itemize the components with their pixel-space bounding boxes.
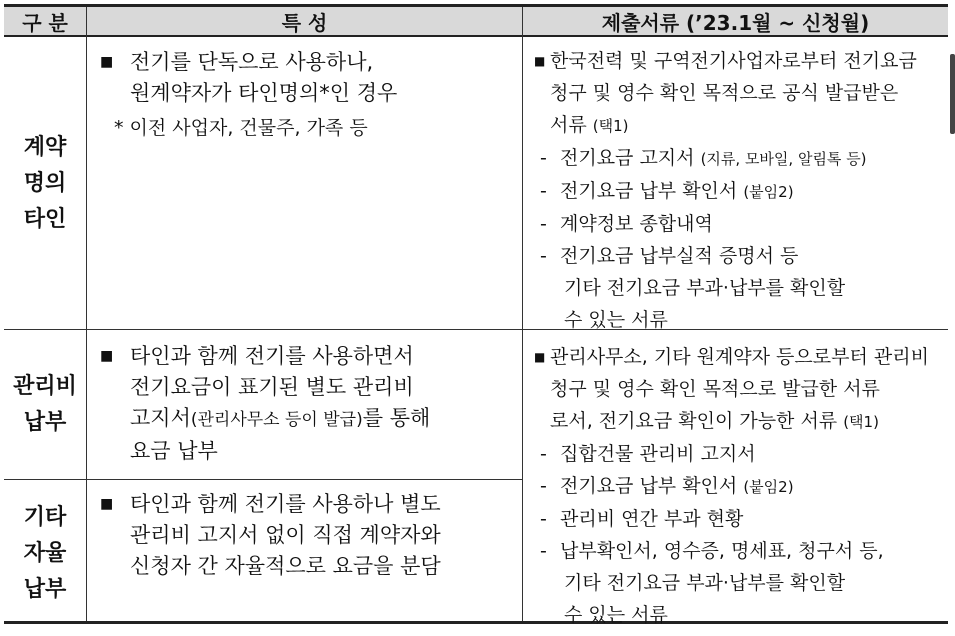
document-item-note: (지류, 모바일, 알림톡 등) <box>700 150 867 168</box>
docs-tail-line: 기타 전기요금 부과·납부를 확인할 <box>564 277 846 299</box>
docs-lead-small: (택1) <box>592 117 629 135</box>
docs-lead-line: 관리사무소, 기타 원계약자 등으로부터 관리비 <box>550 346 929 368</box>
document-item-note: (붙임2) <box>743 183 794 201</box>
bullet-marker: ■ <box>100 348 114 364</box>
column-divider <box>522 7 523 621</box>
document-item-note: (붙임2) <box>743 478 794 496</box>
docs-lead-small: (택1) <box>843 413 879 431</box>
document-item-text: 집합건물 관리비 고지서 <box>560 443 756 465</box>
feature-line: 요금 납부 <box>130 439 218 463</box>
feature-line: 전기요금이 표기된 별도 관리비 <box>130 375 414 399</box>
column-divider <box>86 7 87 621</box>
documents-contract-other-name <box>534 45 946 336</box>
bullet-marker: ■ <box>534 350 546 364</box>
docs-tail-line: 수 있는 서류 <box>564 309 668 331</box>
bullet-marker: ■ <box>534 54 546 68</box>
document-item-text: 관리비 연간 부과 현황 <box>560 508 744 530</box>
docs-lead-line: 청구 및 영수 확인 목적으로 공식 발급받은 <box>550 82 899 104</box>
document-item: - 전기요금 납부 확인서 (붙임2) <box>540 475 794 497</box>
document-item: - 집합건물 관리비 고지서 <box>534 438 946 470</box>
docs-tail-line: 수 있는 서류 <box>564 604 668 626</box>
document-item-text: 전기요금 납부 확인서 <box>560 180 738 202</box>
feature-line: 타인과 함께 전기를 사용하면서 <box>130 344 414 368</box>
bullet-marker: ■ <box>100 54 114 70</box>
document-item-text: 납부확인서, 영수증, 명세표, 청구서 등, <box>560 540 884 562</box>
document-item: - 계약정보 종합내역 <box>534 208 946 240</box>
scroll-edge <box>950 54 955 134</box>
header-characteristics: 특 성 <box>87 7 522 37</box>
feature-other-voluntary <box>100 489 520 582</box>
document-item-text: 전기요금 납부실적 증명서 등 <box>560 245 799 267</box>
docs-lead-line: 한국전력 및 구역전기사업자로부터 전기요금 <box>550 50 917 72</box>
eligibility-table <box>4 4 948 624</box>
feature-note: * 이전 사업자, 건물주, 가족 등 <box>114 117 368 139</box>
document-item: - 관리비 연간 부과 현황 <box>534 503 946 535</box>
docs-lead-line <box>534 405 946 438</box>
docs-tail-line: 기타 전기요금 부과·납부를 확인할 <box>564 572 846 594</box>
feature-text: 고지서 <box>130 406 191 430</box>
document-item-text: 전기요금 납부 확인서 <box>560 475 738 497</box>
feature-text: 를 통해 <box>362 406 431 430</box>
document-item: - 납부확인서, 영수증, 명세표, 청구서 등, <box>534 535 946 567</box>
document-item-text: 전기요금 고지서 <box>560 147 695 169</box>
docs-lead-line: 청구 및 영수 확인 목적으로 발급한 서류 <box>550 378 880 400</box>
document-item-text: 계약정보 종합내역 <box>560 213 713 235</box>
docs-lead-text: 서류 <box>550 114 587 136</box>
header-category: 구 분 <box>4 7 86 37</box>
category-contract-other-name: 계약 명의 타인 <box>23 134 67 232</box>
feature-text: 전기를 단독으로 사용하나, 원계약자가 타인명의*인 경우 <box>130 50 398 105</box>
docs-lead-text: 로서, 전기요금 확인이 가능한 서류 <box>550 410 838 432</box>
document-item: - 전기요금 고지서 (지류, 모바일, 알림톡 등) <box>540 147 867 169</box>
feature-contract-other-name <box>100 47 520 144</box>
document-item: - 전기요금 납부실적 증명서 등 <box>534 240 946 272</box>
category-management-fee: 관리비 납부 <box>13 373 77 435</box>
feature-management-fee <box>100 341 520 467</box>
header-documents: 제출서류 (’23.1월 ~ 신청월) <box>523 7 948 37</box>
document-item: - 전기요금 납부 확인서 (붙임2) <box>540 180 794 202</box>
bullet-marker: ■ <box>100 496 114 512</box>
feature-line <box>130 403 430 436</box>
category-other-voluntary: 기타 자율 납부 <box>23 504 67 602</box>
docs-lead-line <box>534 109 946 142</box>
documents-shared <box>534 341 946 631</box>
feature-text: 타인과 함께 전기를 사용하나 별도 관리비 고지서 없이 직접 계약자와 신청자 간 자율적으로 요금을 분담 <box>130 492 441 578</box>
feature-note: (관리사무소 등이 발급) <box>190 410 363 430</box>
